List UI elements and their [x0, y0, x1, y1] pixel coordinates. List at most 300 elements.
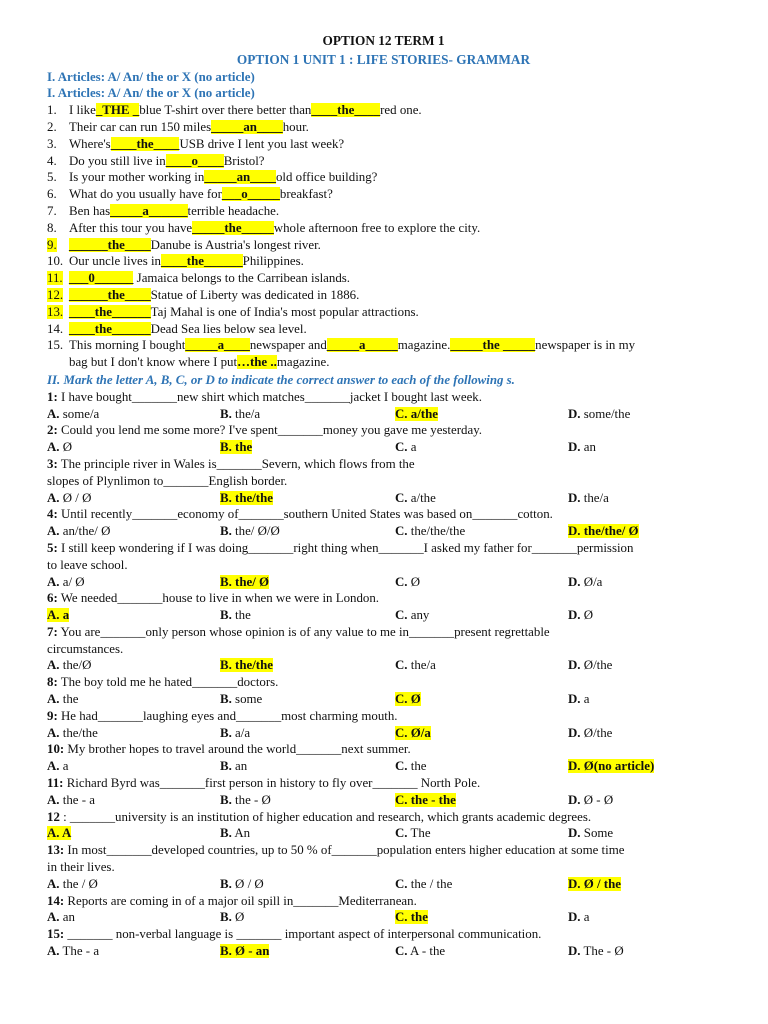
answer-blank: _____the _____ — [450, 338, 536, 353]
articles-fill-list — [47, 102, 738, 371]
sentence-text: bag but I don't know where I put — [69, 355, 238, 370]
correct-answer: B. the/the — [220, 490, 273, 505]
question-text — [47, 674, 738, 691]
option-letter: A. — [47, 524, 60, 539]
item-number-text: 8. — [47, 220, 57, 235]
question-stem: slopes of Plynlimon to_______English border. — [47, 473, 288, 488]
option-text: Ø/a — [580, 574, 603, 589]
correct-answer: C. the - the — [395, 792, 456, 807]
question-number: 11: — [47, 776, 64, 791]
question-stem: : _______university is an institution of higher education and research, which grants academic degrees. — [59, 809, 592, 824]
sentence-text: old office building? — [275, 170, 378, 185]
option-text: Ø — [580, 608, 594, 623]
fill-item — [47, 287, 738, 304]
option-text: The - a — [59, 944, 100, 959]
item-number — [47, 119, 69, 136]
correct-answer: B. Ø - an — [220, 944, 270, 959]
item-number-text: 9. — [47, 237, 57, 252]
option-text: The — [407, 826, 431, 841]
option-d[interactable] — [568, 792, 613, 809]
sentence-text: Their car can run 150 miles — [69, 119, 212, 134]
option-c[interactable] — [395, 490, 568, 507]
option-d[interactable] — [568, 490, 609, 507]
option-letter: C. — [395, 490, 408, 505]
page-title: OPTION 12 TERM 1 — [322, 33, 445, 48]
option-b[interactable] — [220, 691, 395, 708]
option-c[interactable] — [395, 657, 568, 674]
option-letter: D. — [568, 692, 581, 707]
option-letter: C. — [395, 574, 408, 589]
option-letter: D. — [568, 490, 581, 505]
answer-blank: _____an____ — [204, 170, 276, 185]
question-number: 6: — [47, 591, 58, 606]
option-a[interactable] — [47, 657, 220, 674]
question-number: 14: — [47, 893, 65, 908]
question-number: 12 — [47, 809, 60, 824]
option-text: the - Ø — [231, 792, 271, 807]
option-a[interactable] — [47, 406, 220, 423]
option-c[interactable] — [395, 909, 568, 926]
sentence-text: I like — [69, 103, 96, 118]
option-b[interactable] — [220, 406, 395, 423]
option-b[interactable] — [220, 657, 395, 674]
item-number-text: 4. — [47, 153, 57, 168]
option-letter: B. — [220, 406, 232, 421]
option-b[interactable] — [220, 574, 395, 591]
question-number: 3: — [47, 456, 58, 471]
option-c[interactable] — [395, 607, 568, 624]
answer-options — [47, 758, 738, 775]
correct-answer: C. a/the — [395, 406, 438, 421]
option-letter: C. — [395, 608, 408, 623]
option-text: some/a — [59, 406, 100, 421]
answer-options — [47, 876, 738, 893]
option-b[interactable] — [220, 725, 395, 742]
sentence-text: Bristol? — [223, 153, 265, 168]
question-text — [47, 590, 738, 607]
option-a[interactable] — [47, 758, 220, 775]
correct-answer: A. A — [47, 826, 72, 841]
answer-options — [47, 792, 738, 809]
option-letter: D. — [568, 725, 581, 740]
fill-item — [47, 253, 738, 270]
option-letter: B. — [220, 524, 232, 539]
fill-item — [47, 186, 738, 203]
option-letter: A. — [47, 910, 60, 925]
answer-options — [47, 909, 738, 926]
question-text — [47, 473, 738, 490]
option-text: a/ Ø — [59, 574, 85, 589]
answer-blank: ___0______ — [69, 271, 134, 286]
option-letter: B. — [220, 792, 232, 807]
item-number — [47, 203, 69, 220]
question-text — [47, 809, 738, 826]
option-a[interactable] — [47, 725, 220, 742]
sentence-text: Danube is Austria's longest river. — [150, 237, 321, 252]
option-a[interactable] — [47, 943, 220, 960]
option-text: Ø — [407, 574, 421, 589]
option-text: Ø/the — [580, 725, 613, 740]
option-c[interactable] — [395, 439, 568, 456]
option-d[interactable] — [568, 758, 654, 775]
option-b[interactable] — [220, 943, 395, 960]
sentence-text: Do you still live in — [69, 153, 166, 168]
answer-blank: ______the____ — [69, 287, 151, 302]
sentence-text: Is your mother working in — [69, 170, 205, 185]
item-number-text: 13. — [47, 304, 64, 319]
item-number-text: 10. — [47, 254, 64, 269]
option-letter: A. — [47, 658, 60, 673]
option-text: Ø/the — [580, 658, 613, 673]
question-text — [47, 775, 738, 792]
option-text: any — [407, 608, 430, 623]
sentence-text: breakfast? — [279, 187, 333, 202]
question-text — [47, 540, 738, 557]
option-letter: C. — [395, 524, 408, 539]
answer-blank: ____the____ — [311, 103, 381, 118]
option-c[interactable] — [395, 758, 568, 775]
item-number — [47, 186, 69, 203]
answer-options — [47, 657, 738, 674]
option-b[interactable] — [220, 523, 395, 540]
option-a[interactable] — [47, 607, 220, 624]
option-b[interactable] — [220, 909, 395, 926]
option-a[interactable] — [47, 876, 220, 893]
question-stem: Could you lend me some more? I've spent_______money you gave me yesterday. — [57, 423, 483, 438]
question-stem: in their lives. — [47, 860, 115, 875]
fill-item — [47, 119, 738, 136]
option-letter: A. — [47, 876, 60, 891]
question-text — [47, 859, 738, 876]
question-stem: You are_______only person whose opinion is of any value to me in_______present regrettable — [57, 624, 550, 639]
option-c[interactable] — [395, 523, 568, 540]
question-stem: Richard Byrd was_______first person in history to fly over_______ North Pole. — [63, 776, 481, 791]
section2-heading: II. Mark the letter A, B, C, or D to indicate the correct answer to each of the following s. — [47, 372, 515, 387]
question-text — [47, 456, 738, 473]
option-letter: D. — [568, 910, 581, 925]
option-d[interactable] — [568, 607, 593, 624]
option-text: some — [231, 692, 263, 707]
answer-blank: ____the______ — [69, 321, 151, 336]
question-text — [47, 708, 738, 725]
option-text: Ø — [59, 440, 73, 455]
item-number-text: 14. — [47, 321, 64, 336]
question-text — [47, 422, 738, 439]
option-b[interactable] — [220, 439, 395, 456]
answer-blank: ___o_____ — [221, 187, 280, 202]
option-text: the / the — [407, 876, 453, 891]
question-text — [47, 842, 738, 859]
item-number — [47, 237, 69, 254]
option-a[interactable] — [47, 490, 220, 507]
question-stem: The principle river in Wales is_______Severn, which flows from the — [57, 456, 415, 471]
option-text: the/the — [59, 725, 98, 740]
option-d[interactable] — [568, 691, 590, 708]
option-c[interactable] — [395, 691, 568, 708]
item-number-text: 6. — [47, 187, 57, 202]
option-letter: B. — [220, 759, 232, 774]
option-c[interactable] — [395, 943, 568, 960]
option-letter: B. — [220, 876, 232, 891]
question-number: 15: — [47, 927, 65, 942]
option-letter: A. — [47, 406, 60, 421]
option-d[interactable] — [568, 439, 596, 456]
option-text: a — [580, 692, 590, 707]
question-text — [47, 389, 738, 406]
option-a[interactable] — [47, 792, 220, 809]
fill-item-continued — [47, 354, 738, 371]
question-stem: I have bought_______new shirt which matches_______jacket I bought last week. — [57, 389, 482, 404]
item-number — [47, 253, 69, 270]
option-letter: C. — [395, 876, 408, 891]
option-letter: D. — [568, 440, 581, 455]
question-number: 7: — [47, 624, 58, 639]
option-text: a — [407, 440, 417, 455]
correct-answer: D. Ø / the — [568, 876, 621, 891]
option-c[interactable] — [395, 725, 568, 742]
option-text: the — [407, 759, 427, 774]
question-text — [47, 893, 738, 910]
item-number-text: 1. — [47, 103, 57, 118]
correct-answer: C. Ø/a — [395, 725, 431, 740]
option-d[interactable] — [568, 876, 621, 893]
item-number — [47, 220, 69, 237]
question-stem: We needed_______house to live in when we were in London. — [57, 591, 380, 606]
fill-item — [47, 220, 738, 237]
option-letter: A. — [47, 440, 60, 455]
option-letter: D. — [568, 574, 581, 589]
sentence-text: blue T-shirt over there better than — [139, 103, 312, 118]
question-stem: to leave school. — [47, 557, 128, 572]
answer-blank: _____an____ — [211, 119, 283, 134]
option-text: The - Ø — [580, 944, 624, 959]
option-text: Ø — [231, 910, 245, 925]
answer-options — [47, 406, 738, 423]
option-text: Ø / Ø — [231, 876, 264, 891]
question-text — [47, 926, 738, 943]
option-a[interactable] — [47, 825, 220, 842]
option-letter: A. — [47, 574, 60, 589]
option-a[interactable] — [47, 574, 220, 591]
fill-item — [47, 203, 738, 220]
item-number-text: 7. — [47, 203, 57, 218]
option-c[interactable] — [395, 876, 568, 893]
correct-answer: B. the — [220, 440, 253, 455]
item-number-text: 5. — [47, 170, 57, 185]
option-letter: B. — [220, 826, 232, 841]
item-number — [47, 304, 69, 321]
item-number-text: 11. — [47, 271, 63, 286]
option-text: a/the — [407, 490, 436, 505]
question-number: 4: — [47, 507, 58, 522]
item-number-text: 3. — [47, 136, 57, 151]
answer-options — [47, 725, 738, 742]
correct-answer: B. the/the — [220, 658, 273, 673]
option-letter: C. — [395, 759, 408, 774]
option-text: the/a — [580, 490, 609, 505]
option-a[interactable] — [47, 439, 220, 456]
option-b[interactable] — [220, 792, 395, 809]
option-letter: D. — [568, 792, 581, 807]
question-stem: Reports are coming in of a major oil spill in_______Mediterranean. — [64, 893, 417, 908]
question-stem: The boy told me he hated_______doctors. — [57, 675, 279, 690]
option-text: the / Ø — [59, 876, 98, 891]
option-letter: A. — [47, 944, 60, 959]
question-text — [47, 741, 738, 758]
sentence-text: Jamaica belongs to the Carribean islands. — [133, 271, 351, 286]
question-number: 9: — [47, 708, 58, 723]
option-text: an — [231, 759, 248, 774]
question-stem: He had_______laughing eyes and_______most charming mouth. — [57, 708, 398, 723]
option-letter: A. — [47, 692, 60, 707]
sentence-text: Ben has — [69, 203, 111, 218]
answer-options — [47, 825, 738, 842]
sentence-text: red one. — [380, 103, 422, 118]
fill-item — [47, 270, 738, 287]
answer-options — [47, 607, 738, 624]
question-number: 5: — [47, 540, 58, 555]
question-number: 1: — [47, 389, 58, 404]
correct-answer: D. the/the/ Ø — [568, 524, 639, 539]
option-text: a — [580, 910, 590, 925]
option-d[interactable] — [568, 909, 590, 926]
option-d[interactable] — [568, 406, 630, 423]
option-letter: C. — [395, 440, 408, 455]
option-a[interactable] — [47, 523, 220, 540]
item-number — [47, 102, 69, 119]
option-text: the/ Ø/Ø — [231, 524, 280, 539]
option-letter: A. — [47, 725, 60, 740]
fill-item — [47, 321, 738, 338]
option-b[interactable] — [220, 607, 395, 624]
item-number — [47, 169, 69, 186]
option-letter: B. — [220, 910, 232, 925]
sentence-text: whole afternoon free to explore the city. — [273, 220, 481, 235]
option-text: the - a — [59, 792, 95, 807]
question-stem: circumstances. — [47, 641, 124, 656]
option-d[interactable] — [568, 825, 613, 842]
option-d[interactable] — [568, 523, 639, 540]
sentence-text: newspaper is in my — [535, 338, 636, 353]
item-number-text: 12. — [47, 287, 64, 302]
option-a[interactable] — [47, 909, 220, 926]
sentence-text: Philippines. — [242, 254, 304, 269]
option-b[interactable] — [220, 825, 395, 842]
option-c[interactable] — [395, 406, 568, 423]
item-number — [47, 270, 69, 287]
fill-item — [47, 136, 738, 153]
option-b[interactable] — [220, 758, 395, 775]
fill-item — [47, 153, 738, 170]
answer-blank: ______the____ — [69, 237, 151, 252]
option-text: the — [59, 692, 79, 707]
option-text: the — [231, 608, 251, 623]
option-text: an — [59, 910, 75, 925]
option-c[interactable] — [395, 792, 568, 809]
option-c[interactable] — [395, 825, 568, 842]
option-text: An — [231, 826, 251, 841]
question-stem: In most_______developed countries, up to 50 % of_______population enters higher education at some time — [64, 843, 625, 858]
option-letter: C. — [395, 658, 408, 673]
item-number-text: 2. — [47, 119, 57, 134]
answer-options — [47, 691, 738, 708]
fill-item — [47, 337, 738, 354]
question-stem: Until recently_______economy of_______southern United States was based on_______cotton. — [57, 507, 553, 522]
option-letter: D. — [568, 608, 581, 623]
option-text: Ø - Ø — [580, 792, 614, 807]
sentence-text: Statue of Liberty was dedicated in 1886. — [150, 287, 360, 302]
option-letter: C. — [395, 944, 408, 959]
option-letter: D. — [568, 826, 581, 841]
option-text: an/the/ Ø — [59, 524, 111, 539]
answer-options — [47, 574, 738, 591]
option-d[interactable] — [568, 725, 612, 742]
sentence-text: magazine. — [276, 355, 330, 370]
question-number: 8: — [47, 675, 58, 690]
answer-options — [47, 523, 738, 540]
question-stem: My brother hopes to travel around the world_______next summer. — [64, 742, 411, 757]
correct-answer: B. the/ Ø — [220, 574, 270, 589]
answer-blank: _THE _ — [95, 103, 140, 118]
question-text — [47, 641, 738, 658]
correct-answer: C. Ø — [395, 692, 421, 707]
sentence-text: Where's — [69, 136, 111, 151]
sentence-text: After this tour you have — [69, 220, 193, 235]
section1-heading-repeat: I. Articles: A/ An/ the or X (no article) — [47, 86, 255, 101]
option-text: the/Ø — [59, 658, 92, 673]
option-a[interactable] — [47, 691, 220, 708]
answer-blank: ____the____ — [110, 136, 180, 151]
option-letter: D. — [568, 658, 581, 673]
option-b[interactable] — [220, 490, 395, 507]
multiple-choice-list — [47, 389, 738, 960]
sentence-text: terrible headache. — [187, 203, 280, 218]
correct-answer: C. the — [395, 910, 428, 925]
answer-options — [47, 943, 738, 960]
option-c[interactable] — [395, 574, 568, 591]
fill-item — [47, 304, 738, 321]
option-letter: A. — [47, 792, 60, 807]
fill-item — [47, 237, 738, 254]
sentence-text: Dead Sea lies below sea level. — [150, 321, 307, 336]
option-b[interactable] — [220, 876, 395, 893]
option-text: a/a — [231, 725, 251, 740]
fill-item — [47, 102, 738, 119]
option-text: the/the/the — [407, 524, 466, 539]
option-text: A - the — [407, 944, 446, 959]
sentence-text: This morning I bought — [69, 338, 186, 353]
option-d[interactable] — [568, 943, 624, 960]
option-text: an — [580, 440, 596, 455]
option-d[interactable] — [568, 574, 602, 591]
sentence-text: USB drive I lent you last week? — [179, 136, 345, 151]
answer-blank: _____the_____ — [192, 220, 274, 235]
answer-blank: ____the______ — [161, 254, 243, 269]
item-number — [47, 136, 69, 153]
question-number: 10: — [47, 742, 65, 757]
answer-blank: _____a____ — [185, 338, 250, 353]
item-number — [47, 287, 69, 304]
option-letter: B. — [220, 725, 232, 740]
option-text: the/a — [231, 406, 261, 421]
option-d[interactable] — [568, 657, 612, 674]
option-letter: C. — [395, 826, 408, 841]
answer-blank: ____o____ — [165, 153, 224, 168]
option-letter: A. — [47, 759, 60, 774]
answer-options — [47, 490, 738, 507]
option-text: Some — [580, 826, 614, 841]
option-letter: A. — [47, 490, 60, 505]
